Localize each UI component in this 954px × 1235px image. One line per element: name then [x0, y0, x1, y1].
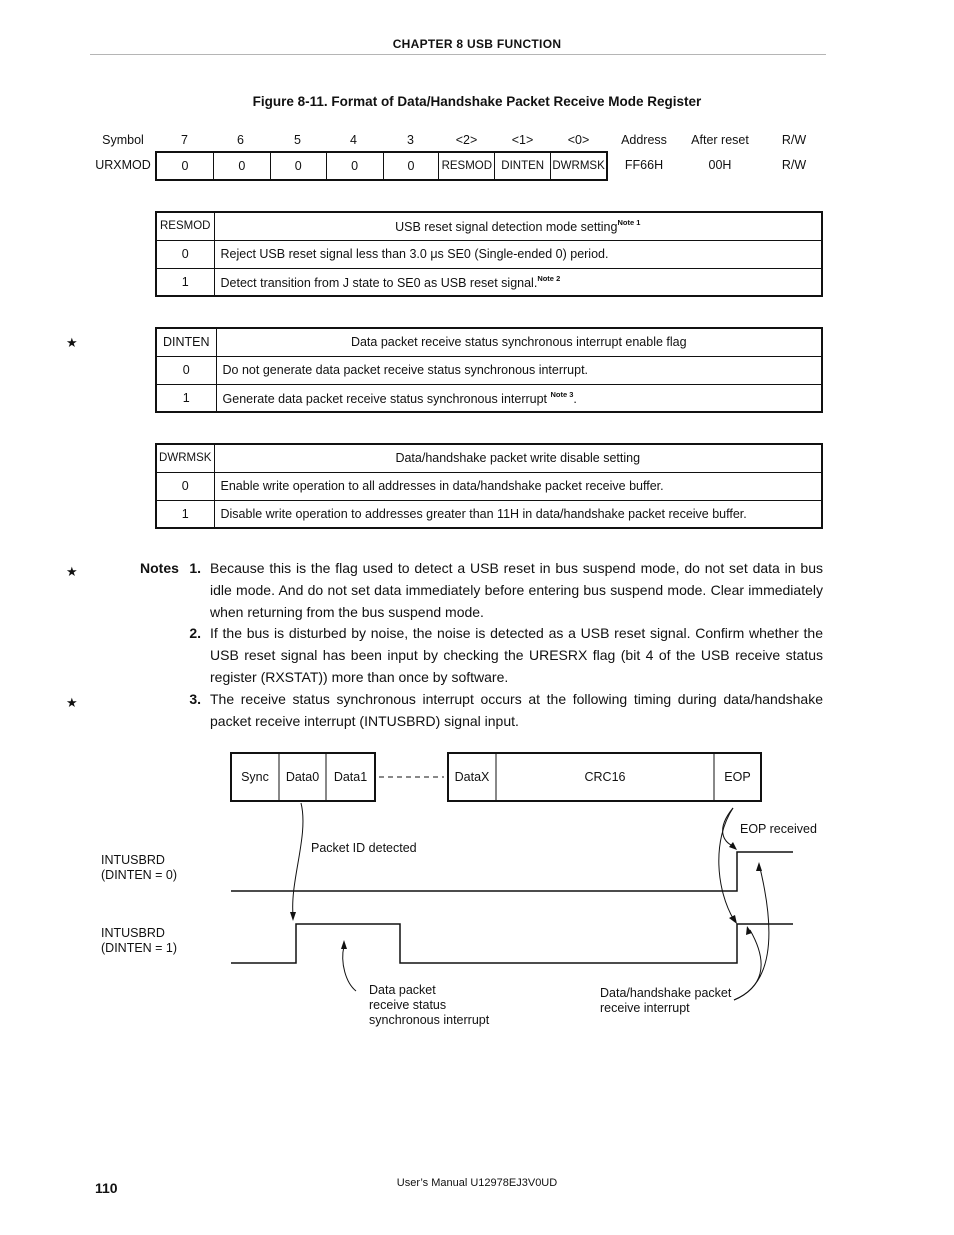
dinten-row1-tail: . — [573, 391, 577, 406]
arrowhead — [729, 915, 737, 924]
page-number: 110 — [95, 1180, 118, 1196]
resmod-row0-key: 0 — [156, 240, 214, 268]
bit5-cell: 0 — [271, 153, 327, 179]
bit1-cell: DINTEN — [495, 153, 551, 179]
resmod-key: RESMOD — [156, 212, 214, 240]
col-address: Address — [621, 133, 667, 147]
field-datax: DataX — [454, 770, 490, 784]
manual-id: User’s Manual U12978EJ3V0UD — [396, 1177, 558, 1189]
resmod-row1-key: 1 — [156, 268, 214, 296]
col-bit4: 4 — [350, 133, 357, 147]
resmod-row0-text: Reject USB reset signal less than 3.0 μs SE0 (Single-ended 0) period. — [214, 240, 822, 268]
revision-star-2: ★ — [66, 564, 78, 579]
arrowhead — [729, 842, 737, 850]
note2-number: 2. — [189, 625, 201, 641]
dh-packet-line2: receive interrupt — [600, 1001, 690, 1015]
col-bit3: 3 — [407, 133, 414, 147]
bit6-cell: 0 — [214, 153, 271, 179]
signal-dinten0-cond: (DINTEN = 0) — [101, 868, 178, 882]
data-packet-line3: synchronous interrupt — [369, 1013, 490, 1027]
field-eop: EOP — [724, 770, 751, 784]
dwrmsk-row1-key: 1 — [156, 500, 214, 528]
register-rw: R/W — [781, 158, 807, 172]
signal-dinten0-label — [101, 853, 177, 883]
arrowhead — [341, 940, 347, 949]
figure-title: Figure 8-11. Format of Data/Handshake Packet Receive Mode Register — [252, 94, 702, 109]
dinten-row1-key: 1 — [156, 384, 216, 412]
dinten-title: Data packet receive status synchronous interrupt enable flag — [216, 328, 822, 356]
bit2-cell: RESMOD — [439, 153, 495, 179]
register-address: FF66H — [624, 158, 664, 172]
arrow-dh-to-dinten1 — [734, 930, 761, 1000]
signal-dinten1-cond: (DINTEN = 1) — [101, 941, 178, 955]
note3-text: The receive status synchronous interrupt occurs at the following timing during data/handshake packet receive interrupt (INTUSBRD) signal input. — [210, 691, 823, 729]
arrowhead — [290, 912, 296, 921]
data-packet-line2: receive status — [369, 998, 447, 1012]
signal-dinten0-name: INTUSBRD — [101, 853, 165, 867]
arrow-dh-to-dinten0 — [734, 868, 769, 1000]
col-rw: R/W — [781, 133, 807, 147]
col-bit0: <0> — [567, 133, 590, 147]
register-symbol: URXMOD — [95, 158, 151, 172]
dwrmsk-title: Data/handshake packet write disable setting — [214, 444, 822, 472]
field-crc16: CRC16 — [584, 770, 626, 784]
bit4-cell: 0 — [327, 153, 384, 179]
arrowhead — [756, 862, 762, 871]
signal-dinten1-label — [101, 926, 177, 956]
resmod-row1-note: Note 2 — [537, 273, 561, 283]
data-packet-interrupt-label — [369, 983, 489, 1028]
note2-text: If the bus is disturbed by noise, the noise is detected as a USB reset signal. Confirm whether the USB reset signal has been input by checking the URESRX flag (bit 4 of the USB receive status register (RXSTAT)) more than once by software. — [210, 625, 823, 685]
resmod-title: USB reset signal detection mode setting — [395, 220, 618, 235]
col-symbol: Symbol — [102, 133, 144, 147]
dinten-key: DINTEN — [156, 328, 216, 356]
dwrmsk-key: DWRMSK — [156, 444, 214, 472]
arrowhead — [746, 926, 752, 935]
dinten-row0-key: 0 — [156, 356, 216, 384]
register-after-reset: 00H — [708, 158, 732, 172]
dwrmsk-row1-text: Disable write operation to addresses greater than 11H in data/handshake packet receive buffer. — [214, 500, 822, 528]
field-sync: Sync — [241, 770, 269, 784]
col-bit1: <1> — [511, 133, 534, 147]
note1-text: Because this is the flag used to detect a USB reset in bus suspend mode, do not set data in bus idle mode. And do not set data immediately before entering bus suspend mode. Clear immediately when returning from the bus suspend mode. — [210, 560, 823, 620]
bit3-cell: 0 — [384, 153, 440, 179]
dinten-row1-text: Generate data packet receive status synchronous interrupt — [222, 391, 551, 406]
waveform-dinten0 — [231, 852, 793, 891]
packet-id-detected-label: Packet ID detected — [311, 841, 417, 855]
note3-number: 3. — [189, 691, 201, 707]
dh-packet-interrupt-label — [600, 986, 731, 1016]
col-bit7: 7 — [181, 133, 188, 147]
revision-star-3: ★ — [66, 695, 78, 710]
col-bit2: <2> — [455, 133, 478, 147]
signal-dinten1-name: INTUSBRD — [101, 926, 165, 940]
col-after-reset: After reset — [691, 133, 749, 147]
eop-received-label: EOP received — [740, 822, 817, 836]
dinten-row0-text: Do not generate data packet receive status synchronous interrupt. — [216, 356, 822, 384]
arrow-data-packet-interrupt — [343, 946, 356, 991]
revision-star-1: ★ — [66, 335, 78, 350]
chapter-header: CHAPTER 8 USB FUNCTION — [392, 37, 562, 51]
data-packet-line1: Data packet — [369, 983, 436, 997]
arrow-packet-id — [293, 803, 303, 915]
field-data1: Data1 — [333, 770, 368, 784]
bit0-cell: DWRMSK — [552, 160, 605, 172]
bit7-cell: 0 — [157, 153, 214, 179]
resmod-row1-text: Detect transition from J state to SE0 as USB reset signal. — [220, 275, 538, 290]
dh-packet-line1: Data/handshake packet — [600, 986, 732, 1000]
note1-number: 1. — [189, 560, 201, 576]
dinten-row1-note: Note 3 — [550, 389, 574, 399]
arrow-eop-to-dinten1 — [719, 808, 734, 920]
dwrmsk-row0-key: 0 — [156, 472, 214, 500]
col-bit6: 6 — [237, 133, 244, 147]
resmod-title-note: Note 1 — [617, 218, 641, 228]
waveform-dinten1 — [231, 924, 793, 963]
dwrmsk-row0-text: Enable write operation to all addresses in data/handshake packet receive buffer. — [214, 472, 822, 500]
field-data0: Data0 — [285, 770, 320, 784]
notes-label: Notes — [140, 560, 179, 576]
col-bit5: 5 — [294, 133, 301, 147]
